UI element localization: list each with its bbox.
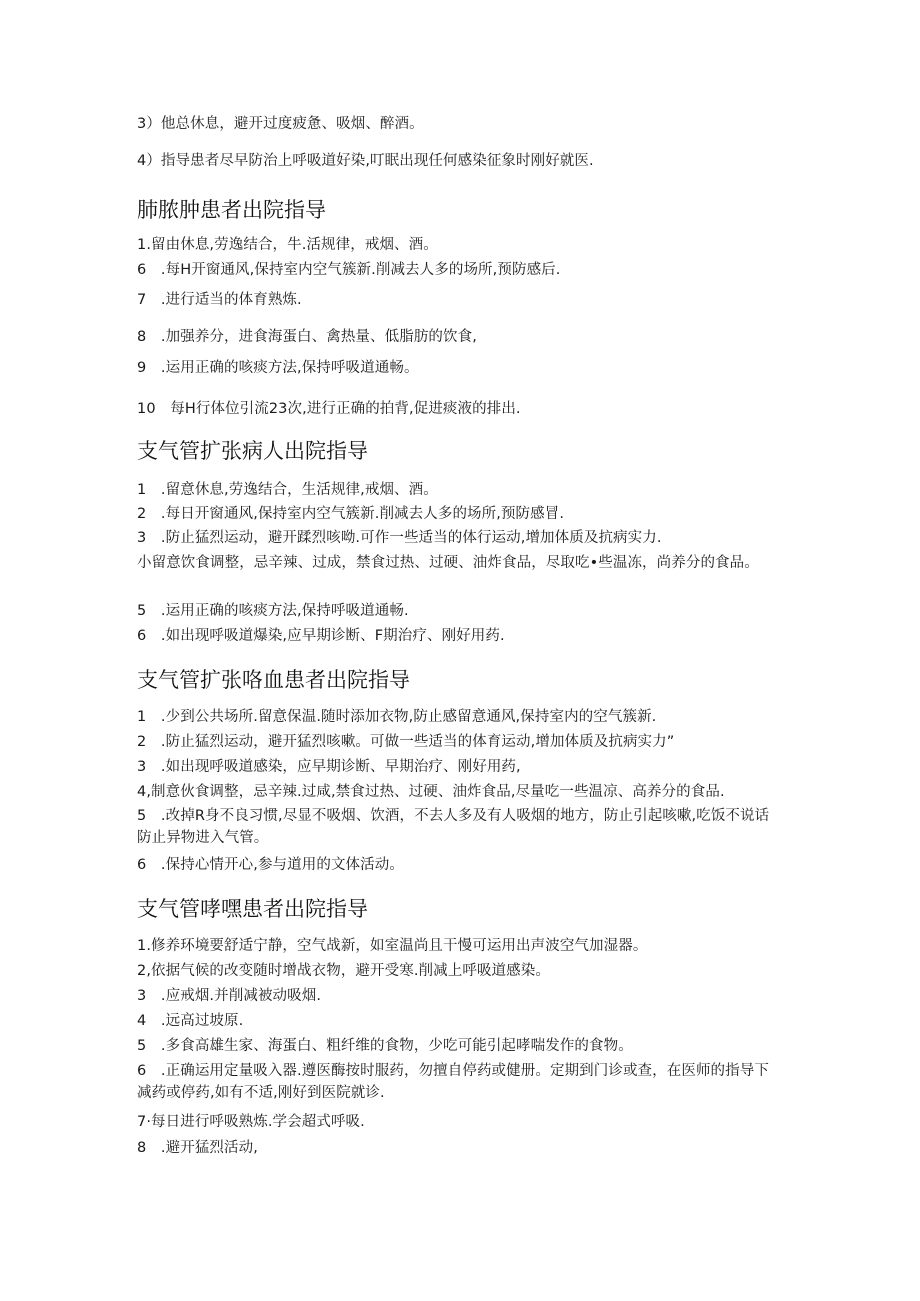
section-title-lung-abscess: 肺脓肿患者出院指导 — [137, 198, 326, 222]
list-item: 8 .避开猛烈活动, — [137, 1140, 258, 1156]
list-item: 5 .运用正确的咳痰方法,保持呼吸道通畅. — [137, 603, 409, 619]
list-item: 3 .防止猛烈运动，避开蹂烈咳呦.可作一些适当的体行运动,增加体质及抗病实力. — [137, 530, 662, 546]
list-item: 1 .少到公共场所.留意保温.随时添加衣物,防止感留意通风,保持室内的空气簇新. — [137, 709, 657, 725]
list-item: 3 .如出现呼吸道感染，应早期诊断、早期治疗、刚好用药, — [137, 759, 521, 775]
list-item: 6 .如出现呼吸道爆染,应早期诊断、F期治疗、刚好用药. — [137, 628, 505, 644]
list-item: 小留意饮食调整，忌辛辣、过成，禁食过热、过硬、油炸食品，尽取吃•些温冻，尚养分的食品。 — [137, 555, 759, 571]
section-title-bronchiectasis-hemoptysis: 支气管扩张咯血患者出院指导 — [137, 668, 410, 692]
list-item: 4,制意伙食调整，忌辛辣.过咸,禁食过热、过硬、油炸食品,尽量吃一些温凉、高养分的食品. — [137, 784, 725, 800]
list-item: 10 每H行体位引流23次,进行正确的拍背,促进痰液的排出. — [137, 401, 521, 417]
list-item: 8 .加强养分，进食海蛋白、禽热量、低脂肪的饮食, — [137, 329, 477, 345]
list-item: 1 .留意休息,劳逸结合，生活规律,戒烟、酒。 — [137, 482, 438, 498]
list-item: 6 .保持心情开心,参与道用的文体活动。 — [137, 857, 404, 873]
list-item: 9 .运用正确的咳痰方法,保持呼吸道通畅。 — [137, 360, 419, 376]
list-item: 7·每日进行呼吸熟炼.学会超式呼吸. — [137, 1114, 365, 1130]
list-item: 7 .进行适当的体育熟炼. — [137, 292, 302, 308]
list-item: 1.修养环境要舒适宁静，空气战新，如室温尚且干慢可运用出声波空气加湿器。 — [137, 938, 648, 954]
section-title-bronchiectasis: 支气管扩张病人出院指导 — [137, 439, 368, 463]
list-item: 2 .防止猛烈运动，避开猛烈咳嗽。可做一些适当的体育运动,增加体质及抗病实力” — [137, 734, 675, 750]
list-item: 4 .远高过坡原. — [137, 1013, 244, 1029]
intro-line-4: 4）指导患者尽早防治上呼吸道好染,叮眠出现任何感染征象时刚好就医. — [137, 153, 594, 169]
list-item: 6 .正确运用定量吸入器.遵医酶按时服药，勿擅自停药或健册。定期到门诊或查，在医师的指导下减药或停药,如有不适,刚好到医院就诊. — [137, 1063, 769, 1101]
list-item: 5 .多食高雄生家、海蛋白、粗纤维的食物，少吃可能引起哮喘发作的食物。 — [137, 1038, 633, 1054]
intro-line-3: 3）他总休息，避开过度疲惫、吸烟、醉酒。 — [137, 116, 424, 132]
section-title-bronchial-asthma: 支气管哮嘿患者出院指导 — [137, 897, 368, 921]
list-item: 5 .改掉R身不良习惯,尽显不吸烟、饮酒，不去人多及有人吸烟的地方，防止引起咳嗽,吃饭不说话防止异物进入气管。 — [137, 808, 770, 846]
list-item: 3 .应戒烟.并削减被动吸烟. — [137, 988, 322, 1004]
list-item: 2,依据气候的改变随时增战衣物，避开受寒.削减上呼吸道感染。 — [137, 963, 550, 979]
list-item: 6 .每H开窗通风,保持室内空气簇新.削减去人多的场所,预防感后. — [137, 262, 561, 278]
list-item: 2 .每日开窗通风,保持室内空气簇新.削减去人多的场所,预防感冒. — [137, 506, 565, 522]
list-item: 1.留由休息,劳逸结合，牛.活规律，戒烟、酒。 — [137, 237, 438, 253]
